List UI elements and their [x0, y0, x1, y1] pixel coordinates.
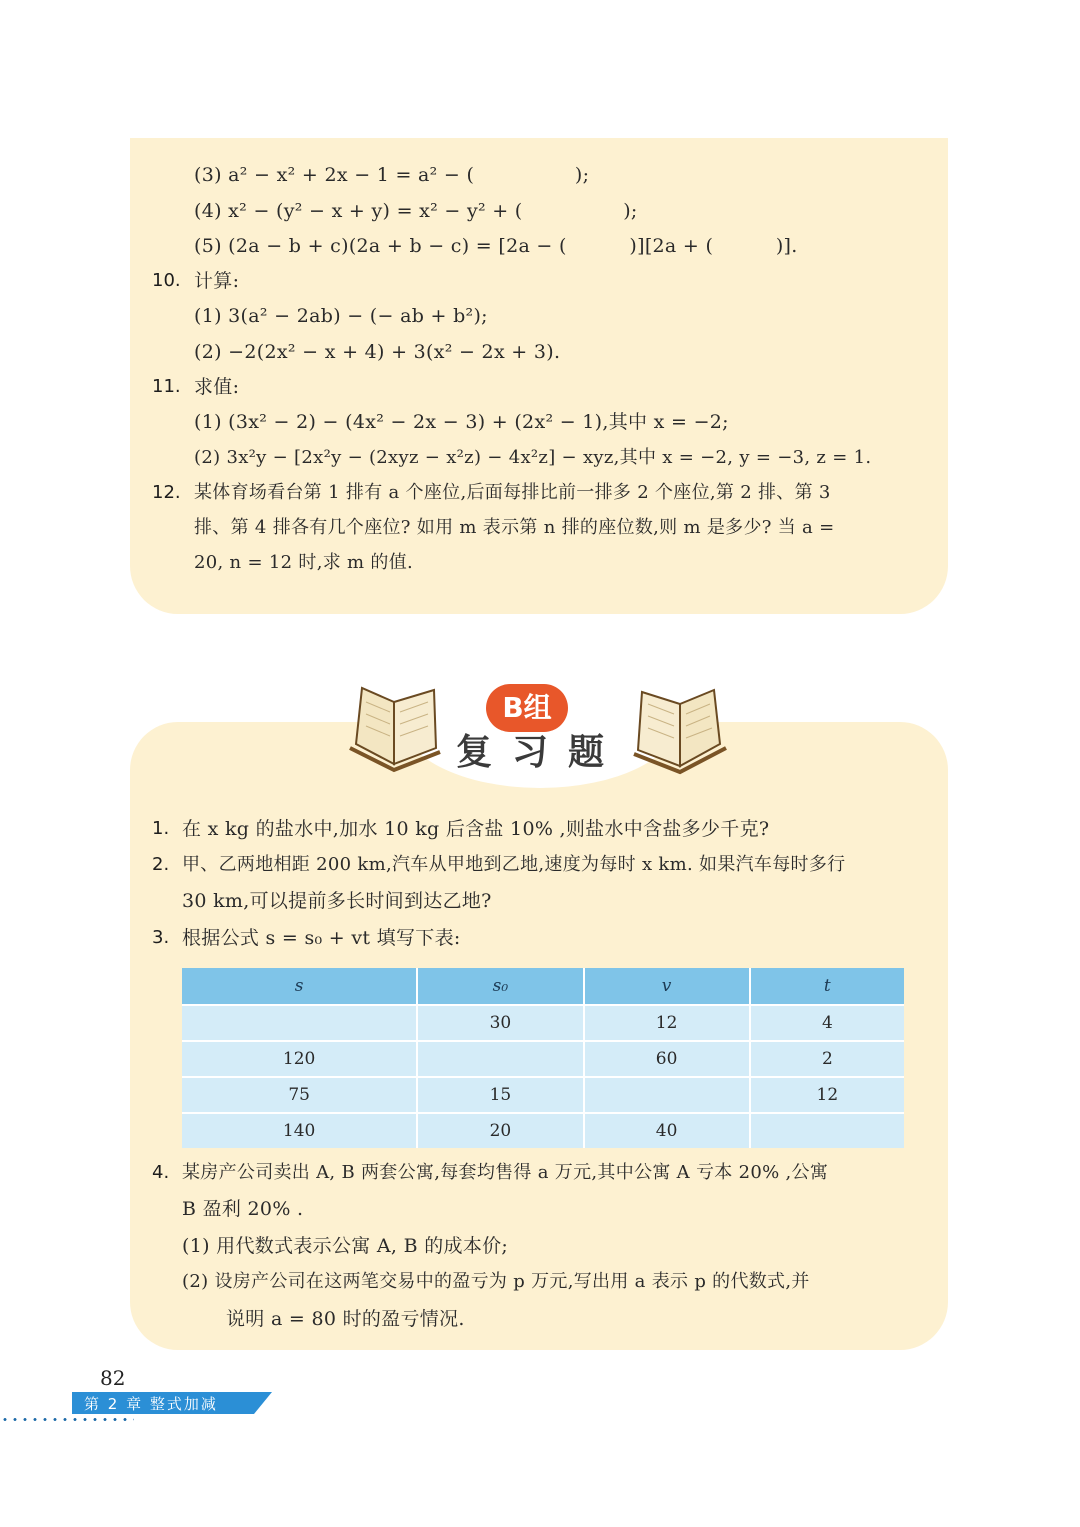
b-q1-number: 1. [152, 818, 170, 839]
fill-in-table [182, 968, 904, 1148]
b-q2-line-1: 甲、乙两地相距 200 km,汽车从甲地到乙地,速度为每时 x km. 如果汽车每时多行 [182, 854, 846, 875]
page-number: 82 [100, 1366, 126, 1390]
table-cell: 20 [418, 1112, 584, 1148]
table-cell: 2 [751, 1040, 904, 1076]
table-cell: 12 [585, 1004, 751, 1040]
q10-item-1: (1) 3(a² − 2ab) − (− ab + b²); [194, 305, 488, 327]
table-row [182, 1004, 904, 1040]
table-header-s: s [182, 968, 418, 1004]
table-cell [182, 1004, 418, 1040]
b-q4-line-2: B 盈利 20% . [182, 1198, 304, 1220]
b-q4-item-2-line-2: 说明 a = 80 时的盈亏情况. [226, 1308, 465, 1330]
q11-item-1: (1) (3x² − 2) − (4x² − 2x − 3) + (2x² − 1),其中 x = −2; [194, 411, 729, 433]
section-title: 复习题 [455, 732, 624, 773]
table-cell [751, 1112, 904, 1148]
table-cell: 30 [418, 1004, 584, 1040]
q9-item-4: (4) x² − (y² − x + y) = x² − y² + ( ); [194, 200, 638, 222]
q12-line-2: 排、第 4 排各有几个座位? 如用 m 表示第 n 排的座位数,则 m 是多少? 当 a = [194, 517, 835, 538]
q9-item-3: (3) a² − x² + 2x − 1 = a² − ( ); [194, 164, 590, 186]
b-q2-line-2: 30 km,可以提前多长时间到达乙地? [182, 890, 492, 912]
table-row [182, 1076, 904, 1112]
table-cell [418, 1040, 584, 1076]
table-cell: 4 [751, 1004, 904, 1040]
table-cell: 140 [182, 1112, 418, 1148]
table-cell: 15 [418, 1076, 584, 1112]
table-header-s0: s₀ [418, 968, 584, 1004]
b-q4-line-1: 某房产公司卖出 A, B 两套公寓,每套均售得 a 万元,其中公寓 A 亏本 20% ,公寓 [182, 1162, 829, 1183]
q11-item-2: (2) 3x²y − [2x²y − (2xyz − x²z) − 4x²z] − xyz,其中 x = −2, y = −3, z = 1. [194, 447, 872, 468]
table-header-t: t [751, 968, 904, 1004]
open-book-icon [346, 682, 446, 774]
b-q4-item-2-line-1: (2) 设房产公司在这两笔交易中的盈亏为 p 万元,写出用 a 表示 p 的代数式,并 [182, 1271, 810, 1292]
b-q3-number: 3. [152, 927, 170, 948]
b-q3-text: 根据公式 s = s₀ + vt 填写下表: [182, 927, 461, 949]
q10-number: 10. [152, 270, 181, 291]
table-cell: 75 [182, 1076, 418, 1112]
q9-item-5: (5) (2a − b + c)(2a + b − c) = [2a − ( )][2a + ( )]. [194, 235, 798, 257]
q11-title: 求值: [194, 376, 240, 398]
b-q2-number: 2. [152, 854, 170, 875]
table-cell: 120 [182, 1040, 418, 1076]
q11-number: 11. [152, 376, 181, 397]
table-row [182, 1112, 904, 1148]
q12-line-3: 20, n = 12 时,求 m 的值. [194, 552, 414, 573]
table-row [182, 1040, 904, 1076]
table-cell [585, 1076, 751, 1112]
q10-title: 计算: [194, 270, 240, 292]
b-q4-item-1: (1) 用代数式表示公寓 A, B 的成本价; [182, 1235, 509, 1257]
open-book-icon [630, 684, 730, 776]
table-header-v: v [585, 968, 751, 1004]
chapter-label: 第 2 章 整式加减 [84, 1395, 218, 1413]
table-cell: 40 [585, 1112, 751, 1148]
q12-number: 12. [152, 482, 181, 503]
b-q4-number: 4. [152, 1162, 170, 1183]
group-b-badge: B组 [486, 684, 568, 732]
table-cell: 60 [585, 1040, 751, 1076]
dotted-rule [0, 1418, 134, 1421]
b-q1-text: 在 x kg 的盐水中,加水 10 kg 后含盐 10% ,则盐水中含盐多少千克? [182, 818, 770, 840]
q10-item-2: (2) −2(2x² − x + 4) + 3(x² − 2x + 3). [194, 341, 561, 363]
table-cell: 12 [751, 1076, 904, 1112]
q12-line-1: 某体育场看台第 1 排有 a 个座位,后面每排比前一排多 2 个座位,第 2 排、第 3 [194, 482, 831, 503]
